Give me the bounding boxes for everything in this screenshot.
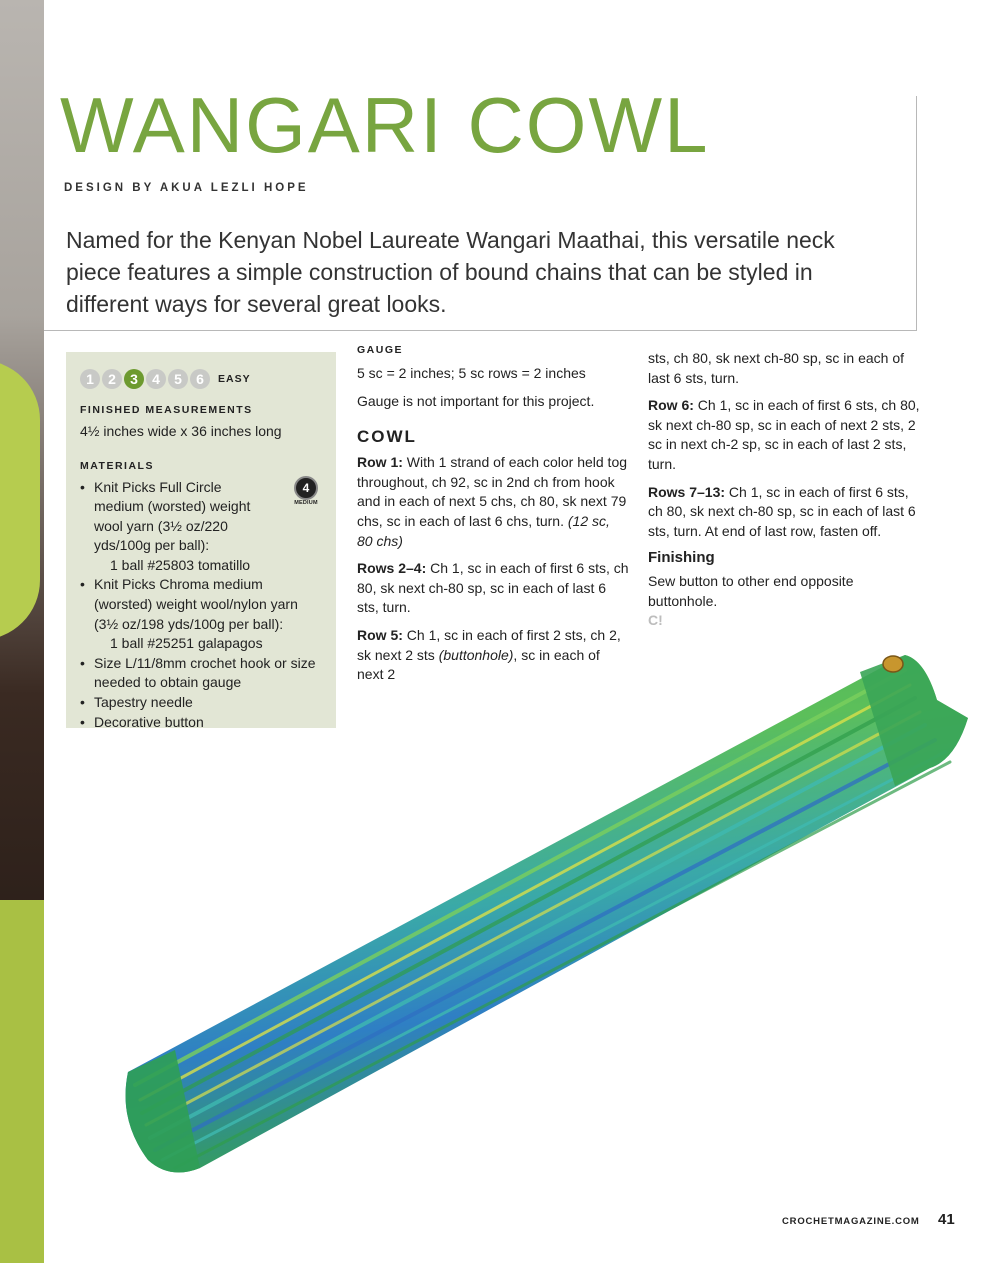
finishing-text: Sew button to other end opposite buttonhole. xyxy=(648,573,854,609)
skill-level-label: EASY xyxy=(218,373,251,385)
skill-dot-4: 4 xyxy=(146,369,166,389)
page-title: WANGARI COWL xyxy=(60,81,710,169)
cowl-body xyxy=(126,655,969,1173)
row-5-text-b-start: , sc in each of next 2 xyxy=(357,646,600,683)
decorative-button xyxy=(883,656,903,672)
finished-measurements-text: 4½ inches wide x 36 inches long xyxy=(80,423,282,439)
row-1-label: Row 1: xyxy=(357,454,403,471)
row-5-instruction-end: sts, ch 80, sk next ch-80 sp, sc in each of last 6 sts, turn. xyxy=(648,350,905,386)
rows-2-4-label: Rows 2–4: xyxy=(357,560,427,577)
material-text: Knit Picks Chroma medium (worsted) weight wool/nylon yarn (3½ oz/198 yds/100g per ball): xyxy=(94,576,298,632)
material-text: Size L/11/8mm crochet hook or size needed to obtain gauge xyxy=(94,654,316,691)
gauge-line-1: 5 sc = 2 inches; 5 sc rows = 2 inches xyxy=(357,365,586,381)
finished-measurements-heading: FINISHED MEASUREMENTS xyxy=(80,404,253,416)
skill-dot-5: 5 xyxy=(168,369,188,389)
skill-dot-2: 2 xyxy=(102,369,122,389)
footer-website: CROCHETMAGAZINE.COM xyxy=(782,1216,920,1227)
row-1-count: (12 sc, 80 chs) xyxy=(357,512,610,549)
material-text: Decorative button xyxy=(94,713,204,730)
skill-dot-1: 1 xyxy=(80,369,100,389)
end-mark: C! xyxy=(648,611,663,628)
row-6-label: Row 6: xyxy=(648,397,694,414)
gauge-line-2: Gauge is not important for this project. xyxy=(357,392,595,409)
row-1-text: With 1 strand of each color held tog throughout, ch 92, sc in 2nd ch from hook and in each of next 5 chs, ch 80, sk next 79 chs, sc in each of last 6 chs, turn. xyxy=(357,454,628,529)
rows-7-13-text: Ch 1, sc in each of first 6 sts, ch 80, sk next ch-80 sp, sc in each of last 6 sts, turn. At end of last row, fasten off. xyxy=(648,483,916,539)
skill-dot-3: 3 xyxy=(124,369,144,389)
yarn-weight-number: 4 xyxy=(294,476,318,500)
gauge-heading: GAUGE xyxy=(357,344,404,356)
materials-heading: MATERIALS xyxy=(80,459,154,472)
intro-paragraph: Named for the Kenyan Nobel Laureate Wangari Maathai, this versatile neck piece features a simple construction of bound chains that can be styled in different ways for several great looks. xyxy=(66,227,835,317)
material-subtext: 1 ball #25251 galapagos xyxy=(110,635,263,652)
page-number: 41 xyxy=(938,1211,955,1228)
rows-7-13-label: Rows 7–13: xyxy=(648,483,726,500)
material-subtext: 1 ball #25803 tomatillo xyxy=(110,556,251,573)
finishing-heading: Finishing xyxy=(648,549,715,567)
material-text: Knit Picks Full Circle medium (worsted) weight wool yarn (3½ oz/220 yds/100g per ball): xyxy=(94,478,251,554)
material-text: Tapestry needle xyxy=(94,694,193,711)
yarn-weight-label: MEDIUM xyxy=(294,500,318,506)
cowl-heading: COWL xyxy=(357,427,417,447)
row-5-buttonhole-note: (buttonhole) xyxy=(438,646,514,663)
row-6-text: Ch 1, sc in each of first 6 sts, ch 80, sk next ch-80 sp, sc in each of next 2 sts, 2 sc in next ch-2 sp, sc in each of last 2 sts, turn. xyxy=(648,397,920,472)
row-5-label: Row 5: xyxy=(357,626,403,643)
skill-dot-6: 6 xyxy=(190,369,210,389)
rows-2-4-text: Ch 1, sc in each of first 6 sts, ch 80, sk next ch-80 sp, sc in each of last 6 sts, turn. xyxy=(357,560,629,616)
row-5-text-a: Ch 1, sc in each of first 2 sts, ch 2, sk next 2 sts xyxy=(357,626,621,663)
designer-byline: DESIGN BY AKUA LEZLI HOPE xyxy=(64,182,309,194)
